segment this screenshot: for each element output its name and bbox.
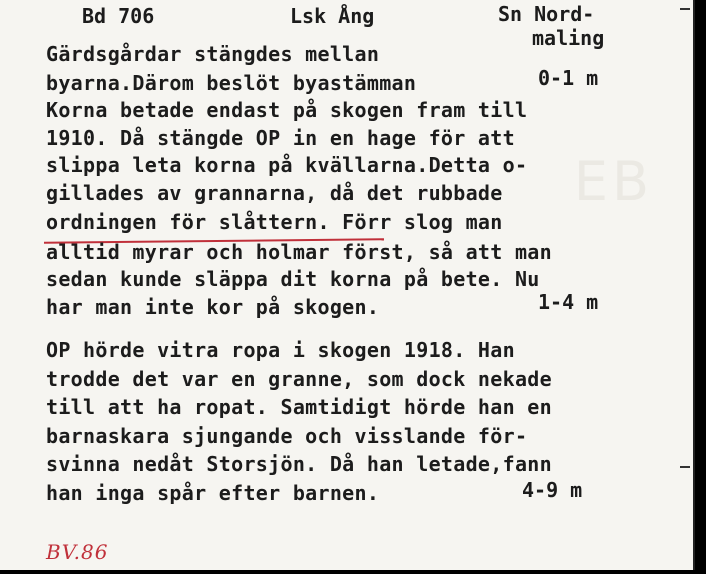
distance-value: 0-1 m [538,66,599,90]
watermark-text: EB [573,150,653,213]
text-line: barnaskara sjungande och visslande för- [46,424,528,448]
distance-value: 4-9 m [522,478,583,502]
text-line: OP hörde vitra ropa i skogen 1918. Han [46,338,515,362]
distance-value: 1-4 m [538,290,599,314]
text-line: gillades av grannarna, då det rubbade [46,181,503,205]
text-line: till att ha ropat. Samtidigt hörde han en [46,395,552,419]
parish-label: Sn Nord- [498,2,595,26]
text-line: han inga spår efter barnen. [46,481,380,505]
parish-label-cont: maling [532,26,605,50]
card-number: Bd 706 [82,4,155,28]
handwritten-note: BV.86 [46,540,109,564]
text-line: byarna.Därom beslöt byastämman [46,71,417,95]
text-line: alltid myrar och holmar först, så att man [46,240,552,264]
text-line: 1910. Då stängde OP in en hage för att [46,126,515,150]
text-line: trodde det var en granne, som dock nekade [46,367,552,391]
text-line: svinna nedåt Storsjön. Då han letade,fann [46,452,552,476]
margin-dash [680,466,690,468]
text-line: slippa leta korna på kvällarna.Detta o- [46,153,528,177]
text-line: ordningen för slåttern. Förr slog man [46,210,503,234]
landscape-label: Lsk Ång [290,4,375,28]
text-line: har man inte kor på skogen. [46,295,380,319]
text-line: Gärdsgårdar stängdes mellan [46,42,380,66]
text-line: Korna betade endast på skogen fram till [46,98,528,122]
margin-dash [680,8,690,10]
text-line: sedan kunde släppa dit korna på bete. Nu [46,267,540,291]
